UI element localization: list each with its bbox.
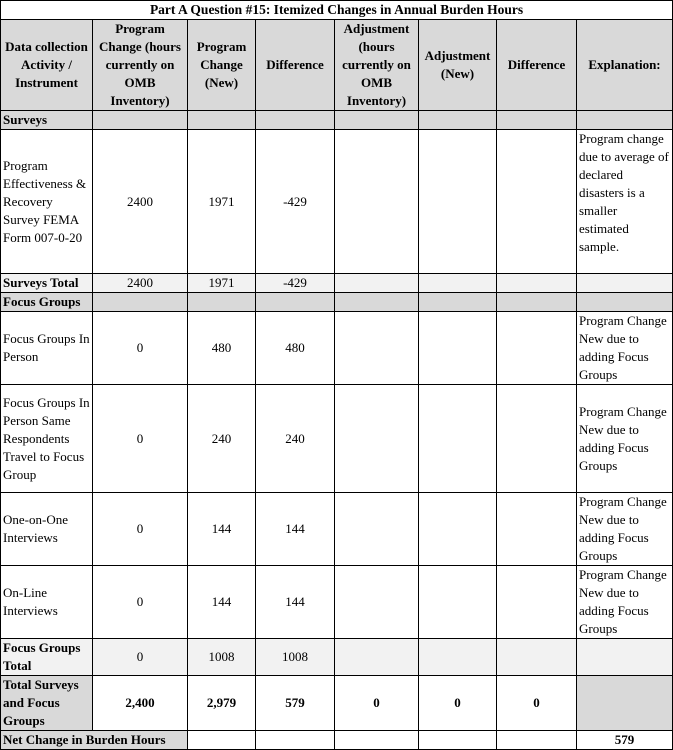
header-adjustment-new: Adjustment (New) bbox=[419, 20, 497, 111]
net-change-value: 579 bbox=[577, 731, 673, 750]
difference-cell: 240 bbox=[256, 385, 335, 493]
surveys-total-omb: 2400 bbox=[93, 274, 188, 293]
surveys-total-new: 1971 bbox=[188, 274, 256, 293]
table-row bbox=[1, 130, 673, 274]
table-row bbox=[1, 493, 673, 566]
table-row bbox=[1, 312, 673, 385]
focus-groups-total-label: Focus Groups Total bbox=[1, 639, 93, 676]
new-cell: 1971 bbox=[188, 130, 256, 274]
omb-cell: 0 bbox=[93, 385, 188, 493]
grand-total-difference: 579 bbox=[256, 676, 335, 731]
activity-cell: Program Effectiveness & Recovery Survey FEMA Form 007-0-20 bbox=[1, 130, 93, 274]
table-row bbox=[1, 385, 673, 493]
explanation-cell: Program Change New due to adding Focus Groups bbox=[577, 566, 673, 639]
activity-cell: Focus Groups In Person bbox=[1, 312, 93, 385]
focus-groups-total-omb: 0 bbox=[93, 639, 188, 676]
omb-cell: 0 bbox=[93, 566, 188, 639]
grand-total-new: 2,979 bbox=[188, 676, 256, 731]
new-cell: 144 bbox=[188, 566, 256, 639]
header-adjustment-difference: Difference bbox=[497, 20, 577, 111]
section-row-surveys bbox=[1, 111, 673, 130]
section-row-focus-groups bbox=[1, 293, 673, 312]
grand-total-adjustment-difference: 0 bbox=[497, 676, 577, 731]
surveys-total-row bbox=[1, 274, 673, 293]
new-cell: 480 bbox=[188, 312, 256, 385]
difference-cell: 144 bbox=[256, 566, 335, 639]
omb-cell: 0 bbox=[93, 312, 188, 385]
focus-groups-total-row bbox=[1, 639, 673, 676]
difference-cell: 144 bbox=[256, 493, 335, 566]
difference-cell: 480 bbox=[256, 312, 335, 385]
header-program-change-new: Program Change (New) bbox=[188, 20, 256, 111]
grand-total-row bbox=[1, 676, 673, 731]
new-cell: 240 bbox=[188, 385, 256, 493]
header-activity: Data collection Activity / Instrument bbox=[1, 20, 93, 111]
explanation-cell: Program change due to average of declared disasters is a smaller estimated sample. bbox=[577, 130, 673, 274]
surveys-total-label: Surveys Total bbox=[1, 274, 93, 293]
header-difference: Difference bbox=[256, 20, 335, 111]
activity-cell: Focus Groups In Person Same Respondents Travel to Focus Group bbox=[1, 385, 93, 493]
focus-groups-total-difference: 1008 bbox=[256, 639, 335, 676]
surveys-total-difference: -429 bbox=[256, 274, 335, 293]
header-row bbox=[1, 20, 673, 111]
focus-groups-total-new: 1008 bbox=[188, 639, 256, 676]
new-cell: 144 bbox=[188, 493, 256, 566]
grand-total-adjustment-omb: 0 bbox=[335, 676, 419, 731]
grand-total-omb: 2,400 bbox=[93, 676, 188, 731]
activity-cell: On-Line Interviews bbox=[1, 566, 93, 639]
grand-total-adjustment-new: 0 bbox=[419, 676, 497, 731]
explanation-cell: Program Change New due to adding Focus Groups bbox=[577, 493, 673, 566]
omb-cell: 2400 bbox=[93, 130, 188, 274]
net-change-row bbox=[1, 731, 673, 750]
difference-cell: -429 bbox=[256, 130, 335, 274]
explanation-cell: Program Change New due to adding Focus Groups bbox=[577, 312, 673, 385]
net-change-label: Net Change in Burden Hours bbox=[1, 731, 188, 750]
header-adjustment-omb: Adjustment (hours currently on OMB Inventory) bbox=[335, 20, 419, 111]
section-label-focus-groups: Focus Groups bbox=[1, 293, 93, 312]
header-explanation: Explanation: bbox=[577, 20, 673, 111]
table-title: Part A Question #15: Itemized Changes in Annual Burden Hours bbox=[1, 1, 673, 20]
section-label-surveys: Surveys bbox=[1, 111, 93, 130]
activity-cell: One-on-One Interviews bbox=[1, 493, 93, 566]
explanation-cell: Program Change New due to adding Focus Groups bbox=[577, 385, 673, 493]
grand-total-label: Total Surveys and Focus Groups bbox=[1, 676, 93, 731]
table-row bbox=[1, 566, 673, 639]
header-program-change-omb: Program Change (hours currently on OMB Inventory) bbox=[93, 20, 188, 111]
omb-cell: 0 bbox=[93, 493, 188, 566]
